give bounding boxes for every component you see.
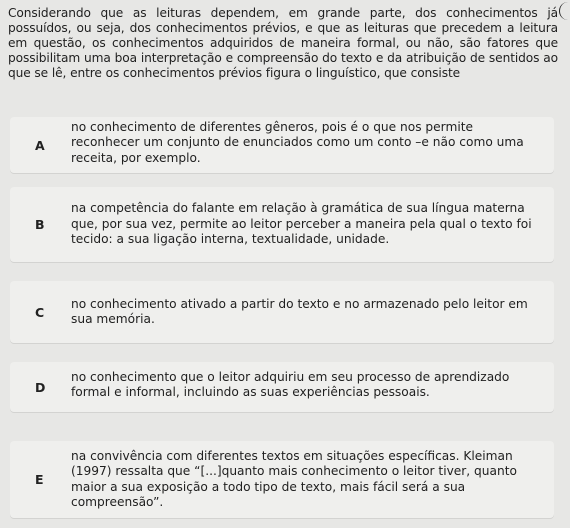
- option-letter: B: [35, 217, 45, 232]
- option-text: na competência do falante em relação à gramática de sua língua materna que, por sua vez, permite ao leitor perceber a maneira pela qual o texto foi tecido: a sua ligação interna, textualidade, unidade.: [71, 201, 532, 247]
- question-stem: [8, 6, 558, 81]
- option-text: na convivência com diferentes textos em situações específicas. Kleiman (1997) ressalta que “[...]quanto mais conhecimento o leitor tiver, quanto maior a sua exposição a todo tipo de texto, mais fácil será a sua compreensão”.: [71, 448, 517, 509]
- option-letter: A: [35, 137, 45, 153]
- bracket-icon: [559, 2, 570, 20]
- option-letter: D: [35, 379, 46, 395]
- option-a[interactable]: [10, 117, 554, 173]
- option-d[interactable]: [10, 362, 554, 412]
- option-letter: C: [35, 304, 45, 320]
- option-letter: E: [35, 472, 44, 487]
- option-b[interactable]: [10, 187, 554, 262]
- option-text: no conhecimento ativado a partir do texto e no armazenado pelo leitor em sua memória.: [71, 296, 528, 326]
- option-e[interactable]: [10, 441, 554, 518]
- option-c[interactable]: [10, 281, 554, 343]
- question-text: Considerando que as leituras dependem, em grande parte, dos conhecimentos já possuídos, ou seja, dos conhecimentos prévios, e que as leituras que precedem a leitura em questão, os conhecimentos adquiridos de maneira formal, ou não, são fatores que possibilitam uma boa interpretação e compreensão do texto e da atribuição de sentidos ao que se lê, entre os conhecimentos prévios figura o linguístico, que consiste: [8, 6, 558, 80]
- option-text: no conhecimento de diferentes gêneros, pois é o que nos permite reconhecer um conjunto de enunciados como um conto –e não como uma receita, por exemplo.: [71, 119, 524, 165]
- option-text: no conhecimento que o leitor adquiriu em seu processo de aprendizado formal e informal, incluindo as suas experiências pessoais.: [71, 369, 510, 399]
